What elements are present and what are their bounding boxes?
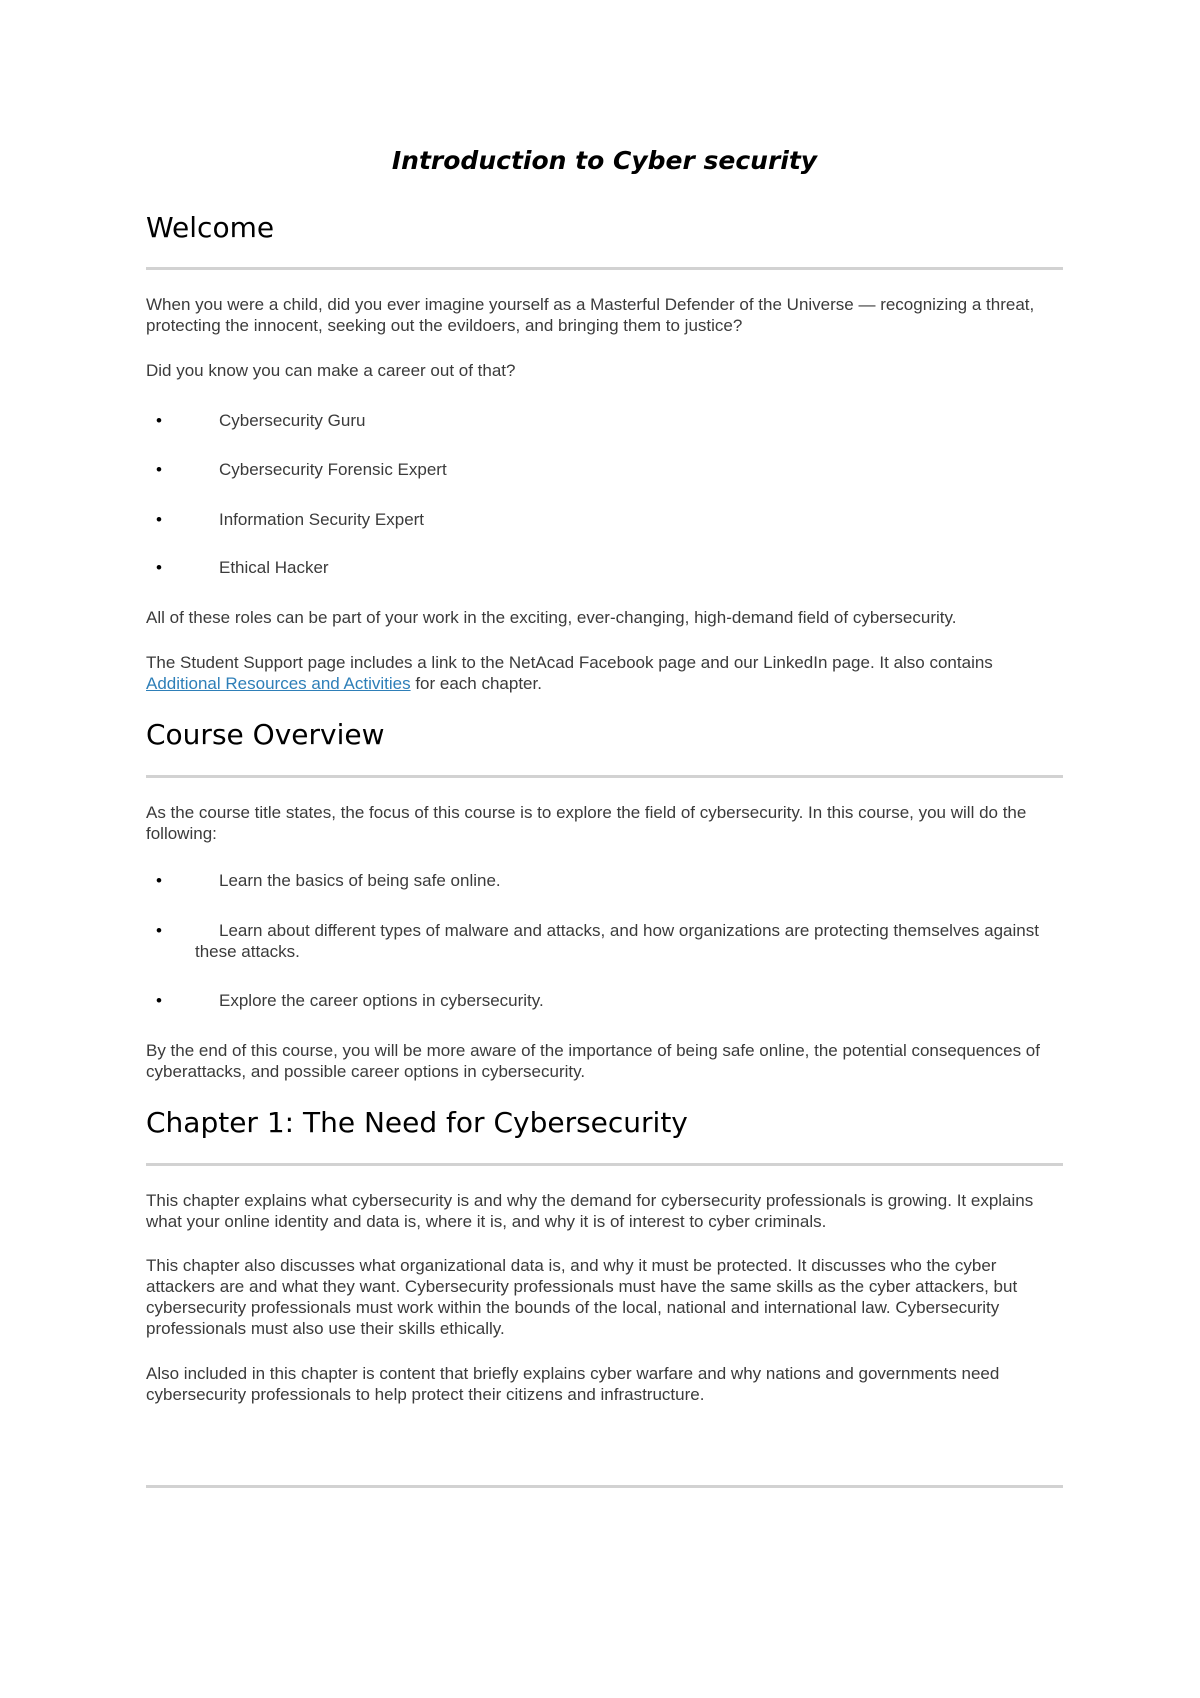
- course-overview-divider: [146, 775, 1063, 778]
- bullet-icon: •: [156, 411, 162, 430]
- welcome-paragraph-4: [146, 652, 1063, 694]
- chapter-1-heading: Chapter 1: The Need for Cybersecurity: [146, 1106, 688, 1139]
- list-item-text: Cybersecurity Forensic Expert: [219, 460, 447, 479]
- list-item: [146, 870, 1063, 891]
- list-item: [146, 459, 1063, 480]
- list-item: [146, 557, 1063, 578]
- chapter-1-paragraph-1: This chapter explains what cybersecurity is and why the demand for cybersecurity professionals is growing. It explains what your online identity and data is, where it is, and why it is of interest to cyber criminals.: [146, 1191, 1034, 1231]
- welcome-heading: Welcome: [146, 211, 275, 244]
- chapter-1-paragraph-3: Also included in this chapter is content that briefly explains cyber warfare and why nations and governments need cybersecurity professionals to help protect their citizens and infrastructure.: [146, 1364, 1000, 1404]
- course-overview-paragraph-1: As the course title states, the focus of this course is to explore the field of cybersecurity. In this course, you will do the following:: [146, 803, 1027, 843]
- course-overview-heading: Course Overview: [146, 718, 385, 751]
- list-item-text: Explore the career options in cybersecurity.: [219, 991, 544, 1010]
- list-item: [146, 920, 1063, 962]
- list-item: [146, 509, 1063, 530]
- footer-divider: [146, 1485, 1063, 1488]
- chapter-1-paragraph-2: This chapter also discusses what organizational data is, and why it must be protected. It discusses who the cyber attackers are and what they want. Cybersecurity professionals must have the same skills as the cyber attackers, but cybersecurity professionals must work within the bounds of the local, national and international law. Cybersecurity professionals must also use their skills ethically.: [146, 1256, 1018, 1338]
- additional-resources-link[interactable]: Additional Resources and Activities: [146, 674, 411, 693]
- bullet-icon: •: [156, 558, 162, 577]
- list-item-text: Cybersecurity Guru: [219, 411, 366, 430]
- bullet-icon: •: [156, 510, 162, 529]
- welcome-divider: [146, 267, 1063, 270]
- chapter-1-divider: [146, 1163, 1063, 1166]
- list-item-text: Learn about different types of malware and attacks, and how organizations are protecting themselves against these attacks.: [195, 921, 1039, 961]
- list-item-text: Information Security Expert: [219, 510, 425, 529]
- bullet-icon: •: [156, 991, 162, 1010]
- welcome-paragraph-3: All of these roles can be part of your work in the exciting, ever-changing, high-demand field of cybersecurity.: [146, 608, 957, 627]
- list-item-text: Ethical Hacker: [219, 558, 329, 577]
- support-text: The Student Support page includes a link to the NetAcad Facebook page and our LinkedIn page. It also contains: [146, 653, 993, 672]
- course-overview-paragraph-2: By the end of this course, you will be more aware of the importance of being safe online, the potential consequences of cyberattacks, and possible career options in cybersecurity.: [146, 1041, 1040, 1081]
- document-title: Introduction to Cyber security: [391, 146, 818, 175]
- bullet-icon: •: [156, 460, 162, 479]
- bullet-icon: •: [156, 871, 162, 890]
- list-item-text: Learn the basics of being safe online.: [219, 871, 501, 890]
- list-item: [146, 410, 1063, 431]
- support-text-end: for each chapter.: [410, 674, 542, 693]
- welcome-paragraph-1: When you were a child, did you ever imagine yourself as a Masterful Defender of the Universe — recognizing a threat, protecting the innocent, seeking out the evildoers, and bringing them to justice?: [146, 295, 1035, 335]
- list-item: [146, 990, 1063, 1011]
- welcome-paragraph-2: Did you know you can make a career out of that?: [146, 361, 516, 380]
- bullet-icon: •: [156, 921, 162, 940]
